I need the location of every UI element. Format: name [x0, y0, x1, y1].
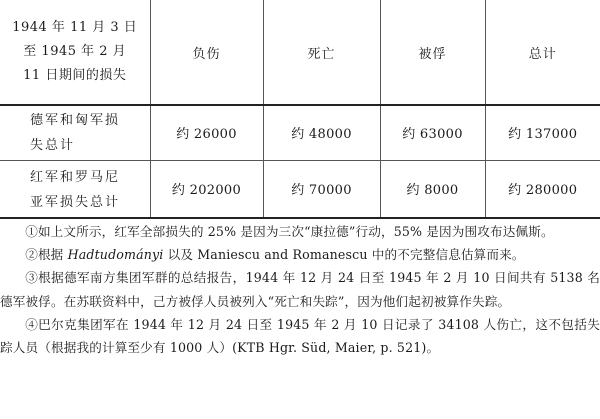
- footnote-marker: ②: [25, 247, 38, 263]
- cell-wounded: 约 26000: [150, 105, 263, 160]
- table-row: [0, 160, 600, 218]
- footnote-4: [0, 313, 600, 359]
- footnote-text: 巴尔克集团军在 1944 年 12 月 24 日至 1945 年 2 月 10 日记录了 34108 人伤亡，这不包括失踪人员（根据我的计算至少有 1000 人）(KTB Hgr. Süd, Maier, p. 521)。: [0, 316, 600, 356]
- period-label-line: 至 1945 年 2 月: [23, 44, 127, 59]
- table-row: [0, 105, 600, 160]
- row-label-line: 失总计: [30, 137, 76, 153]
- footnote-marker: ①: [25, 224, 38, 239]
- cell-killed: 约 48000: [263, 105, 380, 160]
- row-label-line: 德军和匈军损: [30, 112, 121, 128]
- row-label-german-hungarian: [0, 105, 150, 160]
- period-label-cell: [0, 0, 150, 105]
- footnote-text: 根据: [37, 247, 68, 263]
- footnote-text: 以及 Maniescu and Romanescu 中的不完整信息估算而来。: [163, 247, 525, 263]
- footnote-2: [0, 243, 600, 266]
- footnote-text: 如上文所示，红军全部损失的 25% 是因为三次“康拉德”行动，55% 是因为围攻布达佩斯。: [37, 224, 554, 239]
- cell-killed: 约 70000: [263, 160, 380, 218]
- footnote-text: 根据德军南方集团军群的总结报告，1944 年 12 月 24 日至 1945 年 2 月 10 日间共有 5138 名德军被俘。在苏联资料中，己方被俘人员被列入“死亡和失踪”，因为他们起初被算作失踪。: [0, 270, 600, 309]
- column-header-captured: 被俘: [380, 0, 485, 105]
- period-label-line: 1944 年 11 月 3 日: [12, 20, 138, 35]
- footnote-marker: ④: [25, 316, 39, 332]
- footnote-1: [0, 220, 600, 243]
- footnotes: [0, 220, 600, 359]
- cell-captured: 约 8000: [380, 160, 485, 218]
- row-label-line: 红军和罗马尼: [30, 169, 121, 185]
- cell-total: 约 137000: [485, 105, 600, 160]
- cell-captured: 约 63000: [380, 105, 485, 160]
- footnote-3: [0, 266, 600, 312]
- row-label-line: 亚军损失总计: [30, 194, 121, 210]
- table-header-row: [0, 0, 600, 105]
- column-header-killed: 死亡: [263, 0, 380, 105]
- period-label-line: 11 日期间的损失: [23, 68, 127, 83]
- column-header-wounded: 负伤: [150, 0, 263, 105]
- cell-total: 约 280000: [485, 160, 600, 218]
- footnote-marker: ③: [25, 270, 39, 286]
- cell-wounded: 约 202000: [150, 160, 263, 218]
- footnote-source-title: Hadtudományi: [67, 247, 164, 263]
- column-header-total: 总计: [485, 0, 600, 105]
- row-label-soviet-romanian: [0, 160, 150, 218]
